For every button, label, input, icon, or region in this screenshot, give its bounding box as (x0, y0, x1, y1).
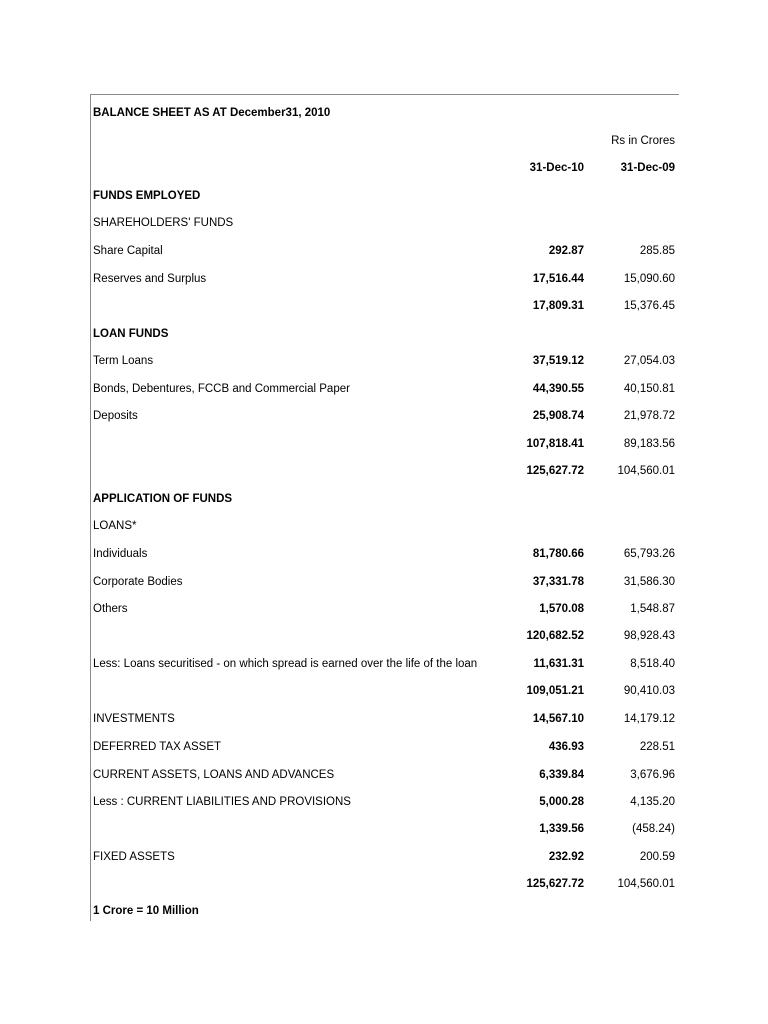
value-previous: 40,150.81 (623, 383, 675, 395)
value-previous: 104,560.01 (617, 878, 675, 890)
footnote: 1 Crore = 10 Million (93, 905, 199, 917)
table-row (91, 711, 679, 727)
row-label: Bonds, Debentures, FCCB and Commercial Paper (93, 383, 350, 395)
value-current: 14,567.10 (532, 713, 584, 725)
value-current: 436.93 (548, 741, 584, 753)
value-current: 1,339.56 (539, 823, 584, 835)
table-row (91, 739, 679, 755)
table-row (91, 683, 679, 699)
table-row (91, 518, 679, 534)
table-row (91, 491, 679, 507)
value-current: 11,631.31 (533, 658, 584, 670)
value-previous: 4,135.20 (630, 796, 675, 808)
table-row (91, 463, 679, 479)
value-previous: 89,183.56 (623, 438, 675, 450)
value-current: 17,809.31 (532, 300, 584, 312)
value-current: 5,000.28 (539, 796, 584, 808)
value-current: 25,908.74 (532, 410, 584, 422)
value-previous: (458.24) (632, 823, 675, 835)
table-row (91, 298, 679, 314)
table-row (91, 876, 679, 892)
value-previous: 1,548.87 (630, 603, 675, 615)
row-label: DEFERRED TAX ASSET (93, 741, 222, 753)
column-header-previous: 31-Dec-09 (620, 162, 675, 174)
table-row (91, 849, 679, 865)
value-previous: 90,410.03 (623, 685, 675, 697)
value-previous: 65,793.26 (623, 548, 675, 560)
balance-sheet (90, 94, 679, 921)
sheet-title: BALANCE SHEET AS AT December31, 2010 (93, 107, 331, 119)
value-previous: 8,518.40 (630, 658, 675, 670)
row-label: FUNDS EMPLOYED (93, 190, 201, 202)
row-label: Individuals (93, 548, 148, 560)
row-label: Term Loans (93, 355, 154, 367)
table-row (91, 271, 679, 287)
row-label: SHAREHOLDERS' FUNDS (93, 217, 234, 229)
table-row (91, 574, 679, 590)
row-label: Corporate Bodies (93, 576, 183, 588)
value-previous: 31,586.30 (623, 576, 675, 588)
table-row (91, 821, 679, 837)
table-row (91, 326, 679, 342)
value-previous: 21,978.72 (623, 410, 675, 422)
row-label: Less: Loans securitised - on which spread is earned over the life of the loan (93, 658, 478, 670)
value-current: 1,570.08 (539, 603, 584, 615)
value-current: 81,780.66 (532, 548, 584, 560)
value-current: 44,390.55 (532, 383, 584, 395)
column-header-current: 31-Dec-10 (529, 162, 584, 174)
table-row (91, 628, 679, 644)
table-row (91, 243, 679, 259)
table-row (91, 546, 679, 562)
table-row (91, 408, 679, 424)
value-current: 37,331.78 (532, 576, 584, 588)
table-row (91, 353, 679, 369)
value-current: 109,051.21 (526, 685, 584, 697)
row-label: APPLICATION OF FUNDS (93, 493, 233, 505)
value-current: 17,516.44 (532, 273, 584, 285)
row-label: LOANS* (93, 520, 137, 532)
row-label: Reserves and Surplus (93, 273, 207, 285)
value-previous: 14,179.12 (623, 713, 675, 725)
value-current: 6,339.84 (539, 769, 584, 781)
row-label: Deposits (93, 410, 138, 422)
table-row (91, 381, 679, 397)
row-label: LOAN FUNDS (93, 328, 169, 340)
row-label: FIXED ASSETS (93, 851, 175, 863)
value-previous: 27,054.03 (623, 355, 675, 367)
row-label: Others (93, 603, 128, 615)
footnote-row (91, 903, 679, 919)
value-previous: 104,560.01 (617, 465, 675, 477)
table-row (91, 656, 679, 672)
value-previous: 98,928.43 (623, 630, 675, 642)
table-row (91, 436, 679, 452)
column-header-row (91, 160, 679, 176)
value-previous: 3,676.96 (630, 769, 675, 781)
unit-row (91, 133, 679, 149)
sheet-title-row (91, 105, 679, 121)
row-label: CURRENT ASSETS, LOANS AND ADVANCES (93, 769, 335, 781)
value-current: 125,627.72 (526, 465, 584, 477)
table-row (91, 767, 679, 783)
value-previous: 15,090.60 (623, 273, 675, 285)
table-row (91, 601, 679, 617)
row-label: Less : CURRENT LIABILITIES AND PROVISIONS (93, 796, 351, 808)
value-previous: 285.85 (639, 245, 675, 257)
value-previous: 200.59 (639, 851, 675, 863)
value-current: 107,818.41 (526, 438, 584, 450)
value-previous: 15,376.45 (623, 300, 675, 312)
table-row (91, 188, 679, 204)
value-current: 232.92 (548, 851, 584, 863)
table-row (91, 794, 679, 810)
row-label: Share Capital (93, 245, 163, 257)
value-current: 37,519.12 (532, 355, 584, 367)
unit-note: Rs in Crores (611, 135, 675, 147)
value-current: 125,627.72 (526, 878, 584, 890)
row-label: INVESTMENTS (93, 713, 175, 725)
value-previous: 228.51 (639, 741, 675, 753)
value-current: 292.87 (548, 245, 584, 257)
table-row (91, 215, 679, 231)
value-current: 120,682.52 (526, 630, 584, 642)
